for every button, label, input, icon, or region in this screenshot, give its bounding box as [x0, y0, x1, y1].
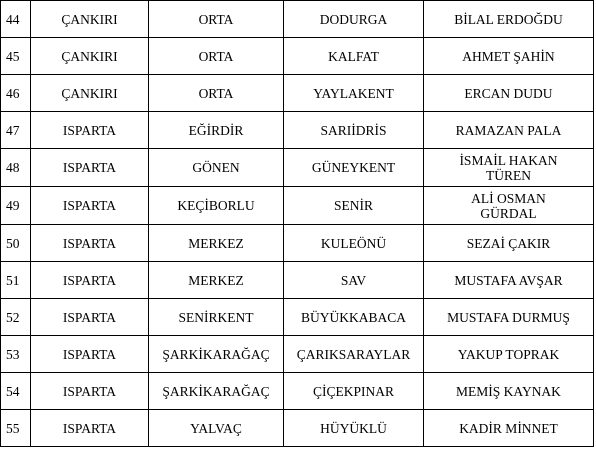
- location-cell: ÇİÇEKPINAR: [284, 373, 424, 410]
- table-row: [1, 112, 594, 149]
- table-row: [1, 410, 594, 447]
- row-number: 49: [1, 187, 31, 225]
- row-number: 53: [1, 336, 31, 373]
- province-cell: ISPARTA: [31, 187, 149, 225]
- location-cell: GÜNEYKENT: [284, 149, 424, 187]
- name-line-1: İSMAİL HAKAN: [459, 152, 558, 168]
- table-row: [1, 75, 594, 112]
- person-name-cell: ERCAN DUDU: [424, 75, 594, 112]
- province-cell: ISPARTA: [31, 225, 149, 262]
- row-number: 55: [1, 410, 31, 447]
- province-cell: ÇANKIRI: [31, 75, 149, 112]
- row-number: 48: [1, 149, 31, 187]
- district-cell: MERKEZ: [149, 225, 284, 262]
- person-name-cell: MUSTAFA AVŞAR: [424, 262, 594, 299]
- location-cell: SAV: [284, 262, 424, 299]
- province-cell: ISPARTA: [31, 262, 149, 299]
- location-cell: KULEÖNÜ: [284, 225, 424, 262]
- location-cell: SARIİDRİS: [284, 112, 424, 149]
- province-cell: ISPARTA: [31, 299, 149, 336]
- province-cell: ISPARTA: [31, 149, 149, 187]
- person-name-cell: BİLAL ERDOĞDU: [424, 1, 594, 38]
- person-name-cell: [424, 187, 594, 225]
- row-number: 46: [1, 75, 31, 112]
- table-row: [1, 1, 594, 38]
- location-cell: HÜYÜKLÜ: [284, 410, 424, 447]
- table-row: [1, 373, 594, 410]
- name-line-1: ALİ OSMAN: [471, 190, 546, 206]
- table-row: [1, 336, 594, 373]
- district-cell: KEÇİBORLU: [149, 187, 284, 225]
- row-number: 54: [1, 373, 31, 410]
- person-name-cell: AHMET ŞAHİN: [424, 38, 594, 75]
- province-cell: ISPARTA: [31, 112, 149, 149]
- district-cell: MERKEZ: [149, 262, 284, 299]
- person-name-cell: [424, 149, 594, 187]
- row-number: 45: [1, 38, 31, 75]
- person-name-cell: MEMİŞ KAYNAK: [424, 373, 594, 410]
- district-cell: SENİRKENT: [149, 299, 284, 336]
- person-name-cell: RAMAZAN PALA: [424, 112, 594, 149]
- district-cell: EĞİRDİR: [149, 112, 284, 149]
- table-row: [1, 299, 594, 336]
- table-row: [1, 225, 594, 262]
- table-row: [1, 187, 594, 225]
- name-line-2: GÜRDAL: [480, 205, 537, 221]
- table-row: [1, 38, 594, 75]
- row-number: 51: [1, 262, 31, 299]
- district-cell: ŞARKİKARAĞAÇ: [149, 336, 284, 373]
- location-cell: ÇARIKSARAYLAR: [284, 336, 424, 373]
- district-cell: YALVAÇ: [149, 410, 284, 447]
- province-cell: ÇANKIRI: [31, 38, 149, 75]
- row-number: 52: [1, 299, 31, 336]
- row-number: 47: [1, 112, 31, 149]
- name-line-2: TÜREN: [486, 167, 531, 183]
- table-row: [1, 149, 594, 187]
- district-cell: ORTA: [149, 38, 284, 75]
- province-cell: ISPARTA: [31, 410, 149, 447]
- person-name-cell: YAKUP TOPRAK: [424, 336, 594, 373]
- person-name-cell: KADİR MİNNET: [424, 410, 594, 447]
- province-cell: ÇANKIRI: [31, 1, 149, 38]
- district-cell: ŞARKİKARAĞAÇ: [149, 373, 284, 410]
- location-cell: YAYLAKENT: [284, 75, 424, 112]
- location-cell: DODURGA: [284, 1, 424, 38]
- location-cell: SENİR: [284, 187, 424, 225]
- district-cell: ORTA: [149, 75, 284, 112]
- table-row: [1, 262, 594, 299]
- province-cell: ISPARTA: [31, 373, 149, 410]
- person-name-cell: MUSTAFA DURMUŞ: [424, 299, 594, 336]
- province-cell: ISPARTA: [31, 336, 149, 373]
- row-number: 50: [1, 225, 31, 262]
- district-cell: ORTA: [149, 1, 284, 38]
- district-cell: GÖNEN: [149, 149, 284, 187]
- location-cell: BÜYÜKKABACA: [284, 299, 424, 336]
- person-name-cell: SEZAİ ÇAKIR: [424, 225, 594, 262]
- row-number: 44: [1, 1, 31, 38]
- location-cell: KALFAT: [284, 38, 424, 75]
